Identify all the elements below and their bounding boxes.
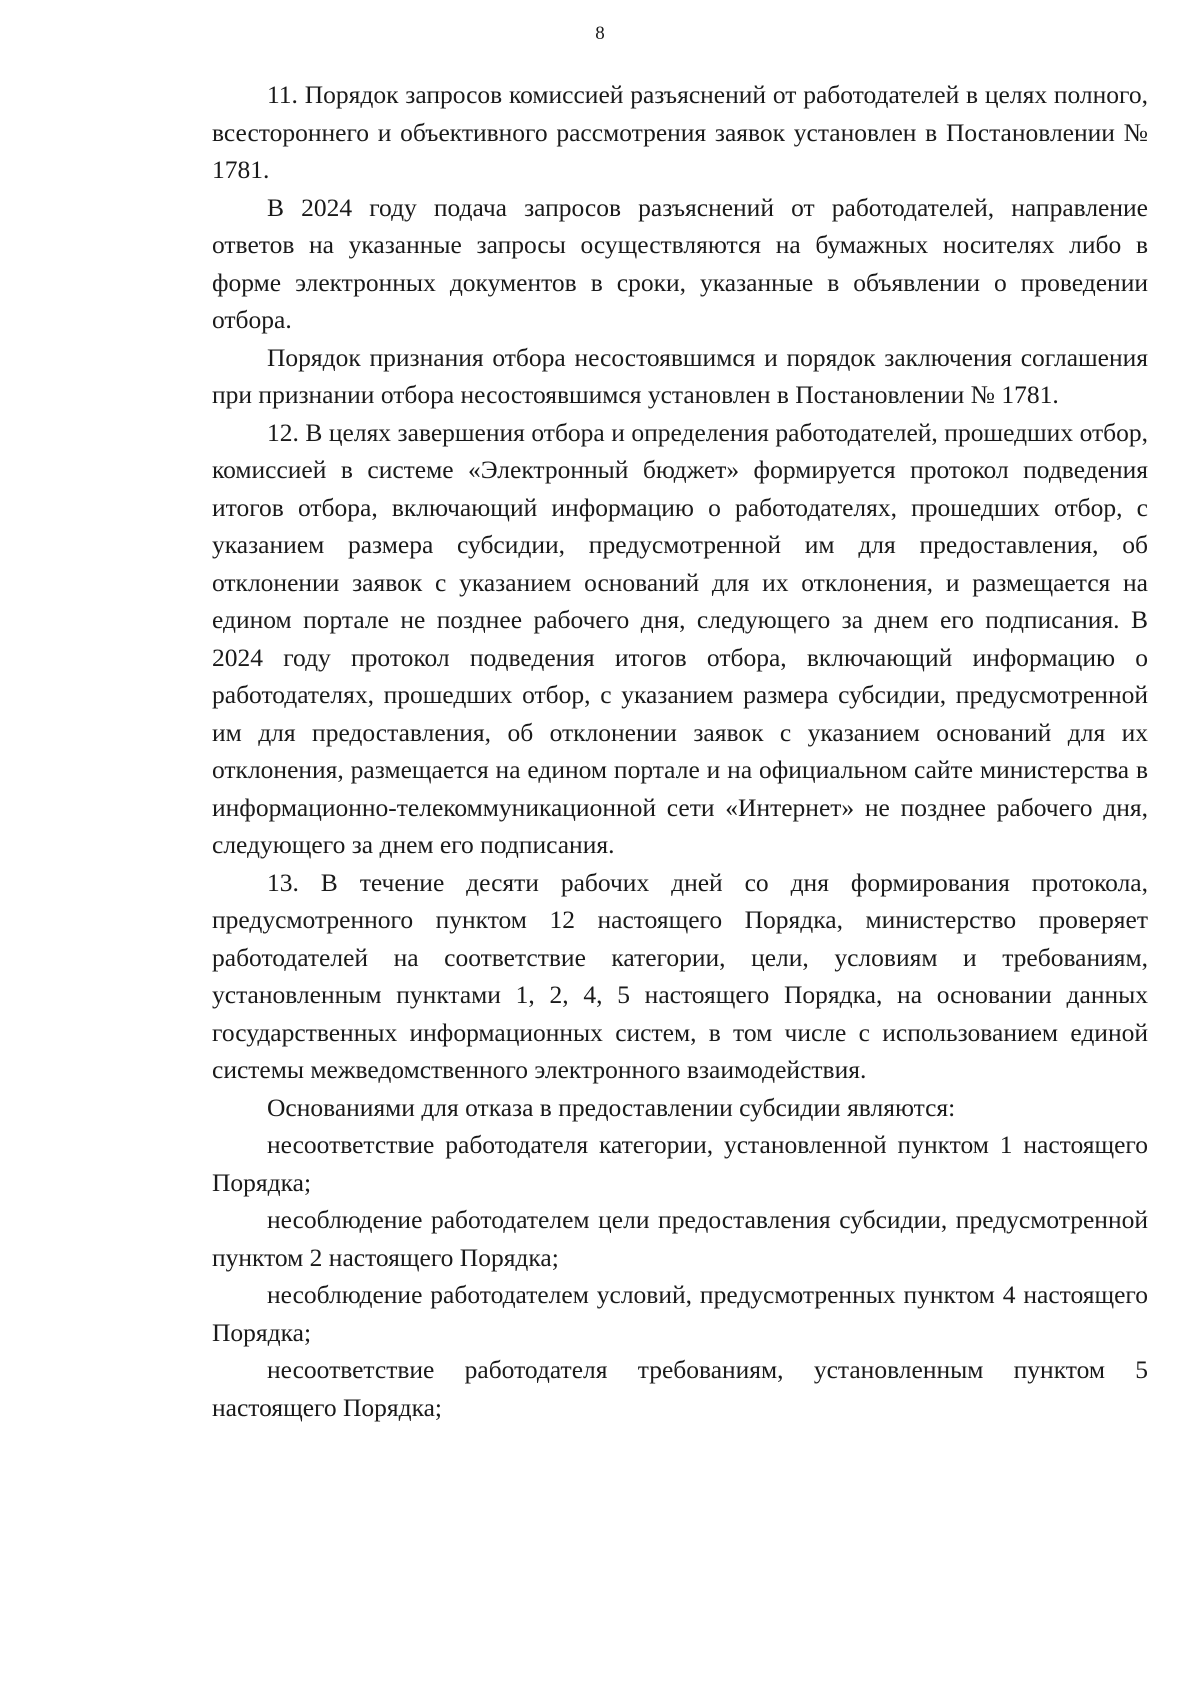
paragraph-11: 11. Порядок запросов комиссией разъяснений от работодателей в целях полного, всестороннего и объективного рассмотрения заявок установлен в Постановлении № 1781. [212, 80, 1148, 184]
page-number: 8 [595, 23, 605, 44]
list-item-requirements: несоответствие работодателя требованиям, установленным пунктом 5 настоящего Порядка; [212, 1355, 1148, 1422]
list-item-conditions: несоблюдение работодателем условий, предусмотренных пунктом 4 настоящего Порядка; [212, 1280, 1148, 1347]
paragraph-refusal-grounds: Основаниями для отказа в предоставлении субсидии являются: [267, 1092, 956, 1122]
paragraph-12: 12. В целях завершения отбора и определения работодателей, прошедших отбор, комиссией в системе «Электронный бюджет» формируется протокол подведения итогов отбора, включающий информацию о работодателях, прошедших отбор, с указанием размера субсидии, предусмотренной им для предоставления, об отклонении заявок с указанием оснований для их отклонения, и размещается на едином портале не позднее рабочего дня, следующего за днем его подписания. В 2024 году протокол подведения итогов отбора, включающий информацию о работодателях, прошедших отбор, с указанием размера субсидии, предусмотренной им для предоставления, об отклонении заявок с указанием оснований для их отклонения, размещается на едином портале и на официальном сайте министерства в информационно-телекоммуникационной сети «Интернет» не позднее рабочего дня, следующего за днем его подписания. [212, 417, 1148, 859]
paragraph-2024-clarifications: В 2024 году подача запросов разъяснений от работодателей, направление ответов на указанные запросы осуществляются на бумажных носителях либо в форме электронных документов в сроки, указанные в объявлении о проведении отбора. [212, 192, 1148, 334]
list-item-category: несоответствие работодателя категории, установленной пунктом 1 настоящего Порядка; [212, 1130, 1148, 1197]
paragraph-13: 13. В течение десяти рабочих дней со дня формирования протокола, предусмотренного пунктом 12 настоящего Порядка, министерство проверяет работодателей на соответствие категории, цели, условиям и требованиям, установленным пунктами 1, 2, 4, 5 настоящего Порядка, на основании данных государственных информационных систем, в том числе с использованием единой системы межведомственного электронного взаимодействия. [212, 867, 1148, 1084]
document-body [212, 76, 1148, 1426]
list-item-purpose: несоблюдение работодателем цели предоставления субсидии, предусмотренной пунктом 2 настоящего Порядка; [212, 1205, 1148, 1272]
paragraph-failed-selection: Порядок признания отбора несостоявшимся и порядок заключения соглашения при признании отбора несостоявшимся установлен в Постановлении № 1781. [212, 342, 1148, 409]
